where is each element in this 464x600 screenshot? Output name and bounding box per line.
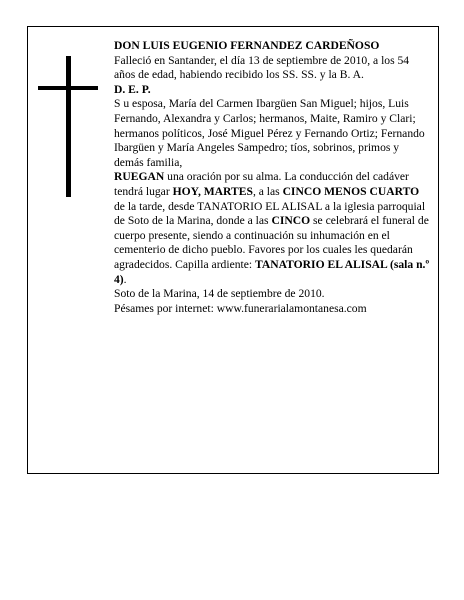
death-info: Falleció en Santander, el día 13 de septiembre de 2010, a los 54 años de edad, habiendo recibido los SS. SS. y la B. A.	[114, 53, 410, 82]
conduction-time: CINCO MENOS CUARTO	[282, 184, 420, 198]
place-date: Soto de la Marina, 14 de septiembre de 2010.	[114, 287, 325, 301]
chapel-location: TANATORIO EL ALISAL (sala n.º 4)	[114, 257, 430, 286]
obituary-text	[114, 39, 430, 316]
request-text-1: una oración por su alma. La conducción del cadáver tendrá lugar	[114, 170, 409, 198]
family-list: S u esposa, María del Carmen Ibargüen San Miguel; hijos, Luis Fernando, Alexandra y Carlos; hermanos, Maite, Ramiro y Clari; hermanos políticos, José Miguel Pérez y Fernando Ortiz; Fernando Ibargüen y María Angeles Sampedro; tíos, sobrinos, primos y demás familia,	[114, 97, 425, 169]
request-text-5: .	[123, 272, 127, 286]
funeral-time: CINCO	[271, 214, 311, 228]
request-text-2: , a las	[252, 184, 283, 198]
request-text-4: se celebrará el funeral de cuerpo presente, siendo a continuación su inhumación en el cementerio de dicho pueblo. Favores por los cuales les quedarán agradecidos. Capilla ardiente:	[114, 214, 429, 271]
funeral-day: HOY, MARTES	[172, 184, 253, 198]
funeral-request	[114, 170, 430, 287]
request-text-3: de la tarde, desde TANATORIO EL ALISAL a la iglesia parroquial de Soto de la Marina, donde a las	[114, 199, 426, 228]
dep-label: D. E. P.	[114, 82, 151, 96]
ruegan-label: RUEGAN	[114, 170, 165, 184]
condolences-line: Pésames por internet: www.funerarialamontanesa.com	[114, 301, 367, 315]
deceased-name: DON LUIS EUGENIO FERNANDEZ CARDEÑOSO	[114, 39, 380, 52]
